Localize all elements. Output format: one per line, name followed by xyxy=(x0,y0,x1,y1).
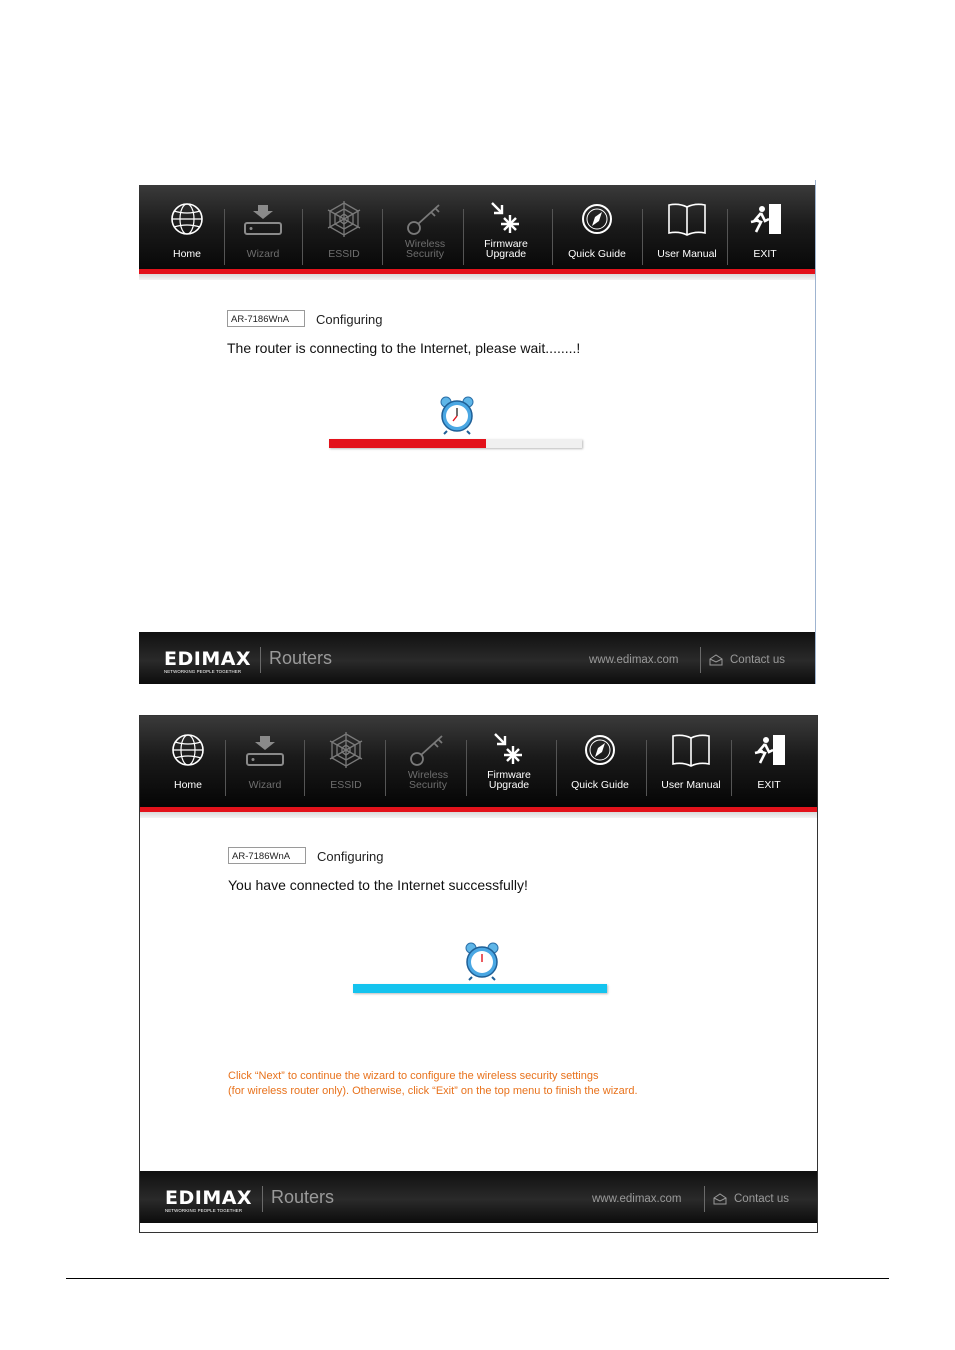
compass-icon xyxy=(575,199,619,239)
product-name: Routers xyxy=(271,1187,335,1207)
website-link[interactable]: www.edimax.com xyxy=(592,1193,682,1205)
web-icon xyxy=(324,730,368,770)
compass-icon xyxy=(578,730,622,770)
nav-essid[interactable] xyxy=(304,185,384,273)
key-icon xyxy=(403,199,447,239)
product-name: Routers xyxy=(269,648,333,668)
nav-essid-label: ESSID xyxy=(328,248,360,260)
screenshot-connected xyxy=(139,715,818,1233)
nav-user-manual[interactable] xyxy=(647,185,727,273)
model-label: AR-7186WnA xyxy=(228,847,306,864)
footer xyxy=(139,632,815,684)
globe-icon xyxy=(166,730,210,770)
nav-essid-label: ESSID xyxy=(330,779,362,791)
nav-exit[interactable] xyxy=(725,185,805,273)
nav-divider xyxy=(304,740,305,796)
nav-user-manual-label: User Manual xyxy=(657,248,717,260)
envelope-icon xyxy=(709,654,723,666)
nav-divider xyxy=(646,740,647,796)
nav-home[interactable] xyxy=(148,716,228,804)
nav-wireless-label: Wireless xyxy=(404,238,446,250)
nav-firmware-upgrade[interactable] xyxy=(469,716,549,804)
footer-divider xyxy=(700,647,701,673)
progress-bar xyxy=(329,439,582,448)
web-icon xyxy=(322,199,366,239)
alarm-clock-icon xyxy=(437,393,477,435)
nav-wizard-label: Wizard xyxy=(248,779,282,791)
nav-quick-guide[interactable] xyxy=(560,716,640,804)
nav-wizard-label: Wizard xyxy=(246,248,280,260)
nav-home-label: Home xyxy=(172,248,201,260)
firmware-icon xyxy=(487,730,531,770)
nav-wizard[interactable] xyxy=(223,185,303,273)
configuring-label: Configuring xyxy=(316,312,383,327)
wizard-icon xyxy=(241,199,285,239)
nav-user-manual-label: User Manual xyxy=(661,779,721,791)
instruction-line-1: Click “Next” to continue the wizard to configure the wireless security settings xyxy=(228,1070,599,1082)
model-label: AR-7186WnA xyxy=(227,310,305,327)
edimax-logo xyxy=(164,650,250,674)
nav-firmware-label: Firmware xyxy=(484,238,528,250)
nav-quick-guide[interactable] xyxy=(557,185,637,273)
configuring-label: Configuring xyxy=(317,849,384,864)
status-message: The router is connecting to the Internet, please wait........! xyxy=(227,340,581,356)
nav-divider xyxy=(556,740,557,796)
nav-wireless-security[interactable] xyxy=(388,716,468,804)
nav-exit-label: EXIT xyxy=(753,248,777,260)
contact-link[interactable]: Contact us xyxy=(730,654,785,666)
book-icon xyxy=(669,730,713,770)
nav-divider xyxy=(385,740,386,796)
nav-home-label: Home xyxy=(173,779,202,791)
book-icon xyxy=(665,199,709,239)
nav-wireless-security[interactable] xyxy=(385,185,465,273)
nav-security-label: Security xyxy=(409,779,447,791)
nav-firmware-upgrade[interactable] xyxy=(466,185,546,273)
nav-exit[interactable] xyxy=(729,716,809,804)
nav-divider xyxy=(382,209,383,265)
nav-wireless-label: Wireless xyxy=(407,769,449,781)
nav-divider xyxy=(642,209,643,265)
logo-brand: EDIMAX xyxy=(164,648,252,670)
divider-bar xyxy=(140,812,817,818)
page-footer-rule xyxy=(66,1278,889,1279)
progress-bar xyxy=(353,984,607,993)
firmware-icon xyxy=(484,199,528,239)
nav-home[interactable] xyxy=(147,185,227,273)
key-icon xyxy=(406,730,450,770)
edimax-logo xyxy=(165,1189,251,1213)
status-message: You have connected to the Internet successfully! xyxy=(228,877,528,893)
instruction-line-2: (for wireless router only). Otherwise, click “Exit” on the top menu to finish the wizard. xyxy=(228,1085,638,1097)
website-link[interactable]: www.edimax.com xyxy=(589,654,679,666)
logo-tagline: NETWORKING PEOPLE TOGETHER xyxy=(164,669,242,674)
nav-quick-guide-label: Quick Guide xyxy=(571,779,629,791)
footer-divider xyxy=(260,647,261,673)
nav-divider xyxy=(552,209,553,265)
top-nav xyxy=(139,185,815,277)
wizard-icon xyxy=(243,730,287,770)
nav-firmware-label: Firmware xyxy=(487,769,531,781)
nav-divider xyxy=(463,209,464,265)
nav-quick-guide-label: Quick Guide xyxy=(568,248,626,260)
envelope-icon xyxy=(713,1193,727,1205)
nav-security-label: Security xyxy=(406,248,444,260)
contact-link[interactable]: Contact us xyxy=(734,1193,789,1205)
logo-brand: EDIMAX xyxy=(165,1187,253,1209)
footer-divider xyxy=(704,1186,705,1212)
progress-fill xyxy=(353,984,607,993)
nav-essid[interactable] xyxy=(306,716,386,804)
nav-upgrade-label: Upgrade xyxy=(485,248,527,260)
alarm-clock-icon xyxy=(462,939,502,981)
nav-upgrade-label: Upgrade xyxy=(488,779,530,791)
progress-fill xyxy=(329,439,486,448)
nav-wizard[interactable] xyxy=(225,716,305,804)
screenshot-connecting xyxy=(139,180,816,684)
exit-icon xyxy=(743,199,787,239)
divider-bar xyxy=(139,274,815,280)
exit-icon xyxy=(747,730,791,770)
nav-exit-label: EXIT xyxy=(757,779,781,791)
nav-divider xyxy=(466,740,467,796)
footer-divider xyxy=(262,1186,263,1212)
globe-icon xyxy=(165,199,209,239)
nav-divider xyxy=(302,209,303,265)
nav-user-manual[interactable] xyxy=(651,716,731,804)
footer xyxy=(140,1171,817,1223)
logo-tagline: NETWORKING PEOPLE TOGETHER xyxy=(165,1208,243,1213)
top-nav xyxy=(140,716,817,808)
